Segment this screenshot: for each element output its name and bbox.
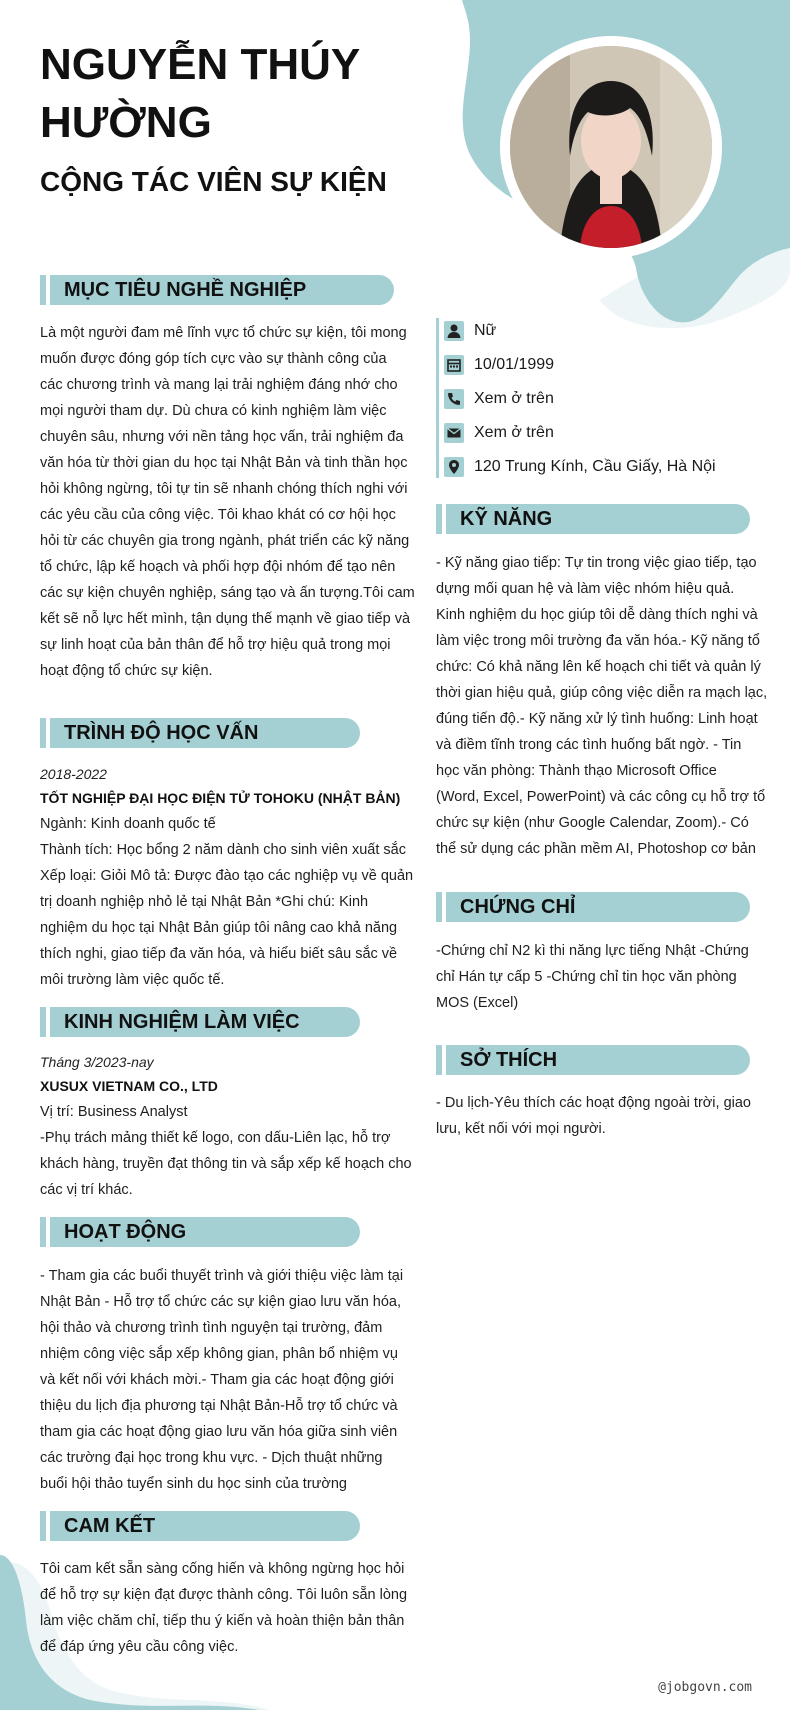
activities-line: tham gia các hoạt động giao lưu văn hóa giữa sinh viên (40, 1424, 398, 1440)
objective-line: muốn được đóng góp tích cực vào sự thành công của (40, 351, 387, 367)
mail-icon (444, 423, 464, 443)
certificates-line: MOS (Excel) (436, 995, 519, 1011)
skills-line: đúng tiến độ.- Kỹ năng xử lý tình huống: Linh hoạt (436, 711, 758, 727)
person-icon (444, 321, 464, 341)
skills-line: - Kỹ năng giao tiếp: Tự tin trong việc giao tiếp, tạo (436, 555, 757, 571)
activities-title: HOẠT ĐỘNG (64, 1221, 187, 1243)
commitment-title: CAM KẾT (64, 1515, 156, 1537)
skills-line: chức sự kiện (như Google Calendar, Zoom).- Có (436, 815, 749, 831)
phone-icon (444, 389, 464, 409)
education-line: thích nghi, giao tiếp đa văn hóa, và hiểu biết sâu sắc về (40, 946, 398, 962)
activities-line: các trường đại học trong khu vực. - Dịch thuật những (40, 1450, 383, 1466)
hobbies-title: SỞ THÍCH (460, 1049, 558, 1071)
section-accent-bar (40, 1511, 46, 1541)
education-line: nghiệm du học tại Nhật Bản giúp tôi nâng cao khả năng (40, 920, 398, 936)
objective-line: các yêu cầu của công việc. Tôi khao khát có cơ hội học (40, 507, 396, 523)
candidate-name-line1: NGUYỄN THÚY (40, 40, 361, 89)
commitment-line: làm việc chăm chỉ, tiếp thu ý kiến và hoàn thiện bản thân (40, 1613, 405, 1629)
commitment-line: Tôi cam kết sẵn sàng cống hiến và không ngừng học hỏi (40, 1561, 405, 1577)
section-accent-bar (436, 1045, 442, 1075)
objective-line: các chương trình và mang lại trải nghiệm đáng nhớ cho (40, 377, 398, 393)
certificates-title: CHỨNG CHỈ (460, 896, 576, 918)
commitment-section-header (40, 1511, 360, 1541)
experience-line: Vị trí: Business Analyst (40, 1104, 188, 1120)
objective-line: hỏi không ngừng, tôi tự tin sẽ nhanh chóng thích nghi với (40, 481, 408, 497)
objective-line: sự linh hoạt của bản thân để hỗ trợ hiệu quả trong mọi (40, 637, 391, 653)
contact-birthday-text: 10/01/1999 (474, 356, 555, 373)
activities-line: - Tham gia các buổi thuyết trình và giới thiệu việc làm tại (40, 1268, 404, 1284)
job-title: CỘNG TÁC VIÊN SỰ KIỆN (40, 166, 387, 197)
activities-section-header (40, 1217, 360, 1247)
experience-line: các vị trí khác. (40, 1182, 133, 1198)
education-line: Ngành: Kinh doanh quốc tế (40, 816, 216, 832)
objective-text (40, 320, 415, 684)
skills-line: làm việc trong môi trường đa văn hóa.- Kỹ năng tổ (436, 633, 760, 649)
skills-section-header (436, 504, 750, 534)
skills-text (436, 550, 768, 862)
skills-line: chức: Có khả năng lên kế hoạch chi tiết và quản lý (436, 659, 761, 675)
watermark: @jobgovn.com (658, 1680, 752, 1695)
objective-line: hỏi từ các chuyên gia trong ngành, phát triển các kỹ năng (40, 533, 410, 549)
skills-line: học văn phòng: Thành thạo Microsoft Office (436, 763, 717, 779)
commitment-line: để đáp ứng yêu cầu công việc. (40, 1639, 239, 1655)
section-accent-bar (436, 892, 442, 922)
objective-line: hoạt động tổ chức sự kiện. (40, 663, 213, 679)
avatar (510, 46, 712, 248)
education-title: TRÌNH ĐỘ HỌC VẤN (64, 722, 259, 744)
objective-line: các sự kiện chuyên nghiệp, sáng tạo và ấn tượng.Tôi cam (40, 585, 415, 601)
section-accent-bar (40, 1217, 46, 1247)
education-line: môi trường làm việc quốc tế. (40, 972, 225, 988)
activities-text (40, 1263, 404, 1497)
commitment-line: để hỗ trợ sự kiện đạt được thành công. Tôi luôn sẵn lòng (40, 1587, 408, 1603)
contact-email-text: Xem ở trên (474, 424, 554, 441)
skills-line: và điềm tĩnh trong các tình huống bất ngờ. - Tin (436, 737, 742, 753)
contact-address-text: 120 Trung Kính, Cầu Giấy, Hà Nội (474, 458, 716, 475)
activities-line: và kết nối với khách mời.- Tham gia các hoạt động giới (40, 1372, 394, 1388)
activities-line: nhiệm công việc sắp xếp không gian, phân bổ nhiệm vụ (40, 1346, 398, 1362)
education-details (40, 811, 414, 993)
calendar-icon (444, 355, 464, 375)
objective-line: kết sẽ nỗ lực hết mình, tận dụng thế mạnh về giao tiếp và (40, 611, 411, 627)
hobbies-section-header (436, 1045, 750, 1075)
avatar-portrait (510, 46, 712, 248)
objective-line: tổ chức, lập kế hoạch và phối hợp đội nhóm để tạo nên (40, 559, 396, 575)
experience-section-header (40, 1007, 360, 1037)
commitment-text (40, 1556, 408, 1660)
experience-details (40, 1099, 412, 1203)
activities-line: hội thảo và chương trình tình nguyện tại trường, đảm (40, 1320, 383, 1336)
section-accent-bar (40, 1007, 46, 1037)
activities-line: buổi hội thảo tuyển sinh du học sinh của trường (40, 1476, 347, 1492)
objective-line: Là một người đam mê lĩnh vực tổ chức sự kiện, tôi mong (40, 325, 407, 341)
skills-title: KỸ NĂNG (460, 508, 553, 530)
hobbies-text (436, 1090, 752, 1142)
hobbies-line: - Du lịch-Yêu thích các hoạt động ngoài trời, giao (436, 1095, 751, 1111)
education-section-header (40, 718, 360, 748)
certificates-section-header (436, 892, 750, 922)
skills-line: Kinh nghiệm du học giúp tôi dễ dàng thích nghi và (436, 607, 758, 623)
experience-line: -Phụ trách mảng thiết kế logo, con dấu-Liên lạc, hỗ trợ (40, 1130, 391, 1146)
objective-line: chuyên sâu, nhưng với nền tảng học vấn, trải nghiệm đa (40, 429, 404, 445)
objective-line: văn hóa từ thời gian du học tại Nhật Bản và tinh thần học (40, 455, 408, 471)
objective-line: mọi người tham dự. Dù chưa có kinh nghiệm làm việc (40, 403, 387, 419)
skills-line: dựng mối quan hệ và làm việc nhóm hiệu quả. (436, 581, 735, 597)
avatar-frame (500, 36, 722, 258)
section-accent-bar (40, 275, 46, 305)
certificates-line: -Chứng chỉ N2 kì thi năng lực tiếng Nhật -Chứng (436, 943, 749, 959)
certificates-line: chỉ Hán tự cấp 5 -Chứng chỉ tin học văn phòng (436, 969, 737, 985)
candidate-name (40, 36, 460, 152)
contact-gender-text: Nữ (474, 322, 497, 339)
skills-line: thời gian hiệu quả, giúp công việc diễn ra mạch lạc, (436, 685, 768, 701)
objective-title: MỤC TIÊU NGHỀ NGHIỆP (64, 279, 307, 301)
experience-company: XUSUX VIETNAM CO., LTD (40, 1078, 218, 1094)
section-accent-bar (436, 504, 442, 534)
activities-line: Nhật Bản - Hỗ trợ tổ chức các sự kiện giao lưu văn hóa, (40, 1294, 402, 1310)
education-line: Thành tích: Học bổng 2 năm dành cho sinh viên xuất sắc (40, 842, 406, 858)
education-period: 2018-2022 (40, 766, 107, 782)
location-icon (444, 457, 464, 477)
candidate-name-line2: HƯỜNG (40, 98, 212, 147)
education-line: Xếp loại: Giỏi Mô tả: Được đào tạo các nghiệp vụ về quản (40, 868, 414, 884)
certificates-text (436, 938, 752, 1016)
education-line: trị doanh nghiệp nhỏ lẻ tại Nhật Bản *Ghi chú: Kinh (40, 894, 369, 910)
skills-line: (Word, Excel, PowerPoint) và các công cụ hỗ trợ tổ (436, 789, 766, 805)
objective-section-header (40, 275, 394, 305)
contact-accent-bar (436, 318, 439, 478)
experience-period: Tháng 3/2023-nay (40, 1054, 154, 1070)
contact-phone-text: Xem ở trên (474, 390, 554, 407)
experience-title: KINH NGHIỆM LÀM VIỆC (64, 1011, 300, 1033)
section-accent-bar (40, 718, 46, 748)
skills-line: thể sử dụng các phần mềm AI, Photoshop cơ bản (436, 841, 756, 857)
hobbies-line: lưu, kết nối với mọi người. (436, 1121, 606, 1137)
activities-line: thiệu du lịch địa phương tại Nhật Bản-Hỗ trợ tổ chức và (40, 1398, 398, 1414)
education-school: TỐT NGHIỆP ĐẠI HỌC ĐIỆN TỬ TOHOKU (NHẬT BẢN) (40, 790, 401, 806)
experience-line: khách hàng, truyền đạt thông tin và sắp xếp kế hoạch cho (40, 1156, 412, 1172)
